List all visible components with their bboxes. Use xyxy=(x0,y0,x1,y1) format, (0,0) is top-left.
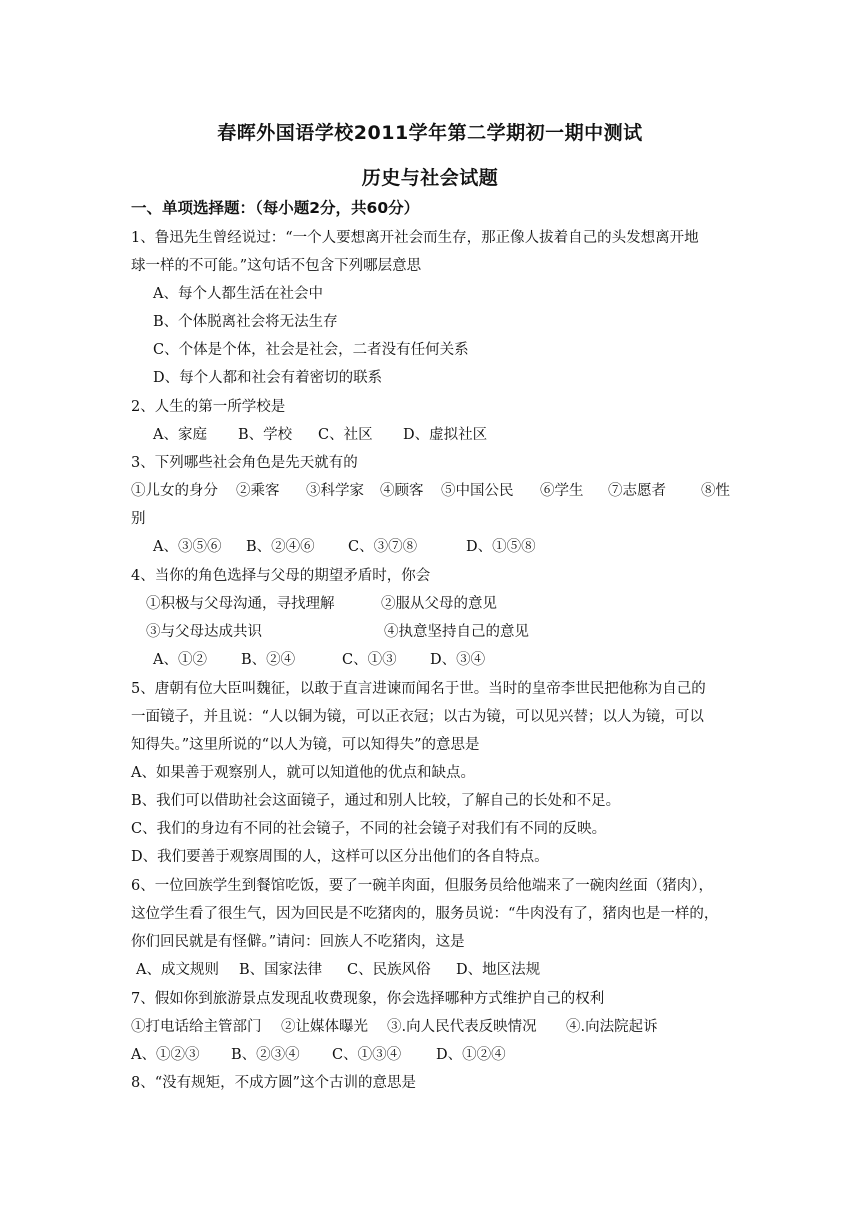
q5-stem-line1: 5、唐朝有位大臣叫魏征，以敢于直言进谏而闻名于世。当时的皇帝李世民把他称为自己的 xyxy=(131,681,706,697)
q7-item: ④.向法院起诉 xyxy=(566,1019,658,1035)
q3-option-d: D、①⑤⑧ xyxy=(466,539,536,555)
q4-stem: 4、当你的角色选择与父母的期望矛盾时，你会 xyxy=(131,568,431,584)
q1-stem-line2: 球一样的不可能。”这句话不包含下列哪层意思 xyxy=(131,258,422,274)
q2-stem: 2、人生的第一所学校是 xyxy=(131,399,286,415)
q6-option-c: C、民族风俗 xyxy=(347,962,431,978)
q7-option-c: C、①③④ xyxy=(332,1047,402,1063)
q8-stem: 8、“没有规矩，不成方圆”这个古训的意思是 xyxy=(131,1075,417,1091)
q7-option-d: D、①②④ xyxy=(436,1047,506,1063)
q3-item: ⑤中国公民 xyxy=(441,483,514,499)
q6-stem-line3: 你们回民就是有怪僻。”请问：回族人不吃猪肉，这是 xyxy=(131,934,465,950)
q7-item: ③.向人民代表反映情况 xyxy=(387,1019,537,1035)
q4-option-b: B、②④ xyxy=(241,652,296,668)
q3-item: ⑥学生 xyxy=(540,483,584,499)
q7-option-a: A、①②③ xyxy=(131,1047,200,1063)
q5-stem-line3: 知得失。”这里所说的“以人为镜，可以知得失”的意思是 xyxy=(131,737,480,753)
q3-option-a: A、③⑤⑥ xyxy=(153,539,222,555)
q1-stem-line1: 1、鲁迅先生曾经说过：“一个人要想离开社会而生存，那正像人拔着自己的头发想离开地 xyxy=(131,230,699,246)
q2-option-b: B、学校 xyxy=(238,427,293,443)
q7-option-b: B、②③④ xyxy=(231,1047,300,1063)
q5-option-c: C、我们的身边有不同的社会镜子，不同的社会镜子对我们有不同的反映。 xyxy=(131,821,607,837)
q4-option-d: D、③④ xyxy=(430,652,486,668)
q6-stem-line2: 这位学生看了很生气，因为回民是不吃猪肉的，服务员说：“牛肉没有了，猪肉也是一样的， xyxy=(131,906,719,922)
q2-option-d: D、虚拟社区 xyxy=(403,427,488,443)
q5-option-a: A、如果善于观察别人，就可以知道他的优点和缺点。 xyxy=(131,765,475,781)
q3-option-b: B、②④⑥ xyxy=(246,539,315,555)
q7-item: ②让媒体曝光 xyxy=(281,1019,368,1035)
q3-option-c: C、③⑦⑧ xyxy=(348,539,418,555)
q3-stem: 3、下列哪些社会角色是先天就有的 xyxy=(131,455,358,471)
q2-option-c: C、社区 xyxy=(318,427,373,443)
q4-item: ①积极与父母沟通，寻找理解 xyxy=(146,596,335,612)
q3-item-wrap: 别 xyxy=(131,511,146,527)
q5-option-d: D、我们要善于观察周围的人，这样可以区分出他们的各自特点。 xyxy=(131,849,549,865)
section-heading: 一、单项选择题：（每小题2分，共60分） xyxy=(131,199,420,217)
q4-option-a: A、①② xyxy=(153,652,207,668)
q3-item: ③科学家 xyxy=(306,483,364,499)
q4-item: ③与父母达成共识 xyxy=(146,624,262,640)
q6-option-b: B、国家法律 xyxy=(239,962,323,978)
q1-option-a: A、每个人都生活在社会中 xyxy=(153,286,323,302)
q4-item: ②服从父母的意见 xyxy=(381,596,497,612)
q3-item: ⑧性 xyxy=(701,483,730,499)
q1-option-b: B、个体脱离社会将无法生存 xyxy=(153,314,338,330)
q3-item: ④顾客 xyxy=(380,483,424,499)
q3-item: ①儿女的身分 xyxy=(131,483,218,499)
q5-option-b: B、我们可以借助社会这面镜子，通过和别人比较，了解自己的长处和不足。 xyxy=(131,793,621,809)
q3-item: ②乘客 xyxy=(236,483,280,499)
q4-option-c: C、①③ xyxy=(342,652,397,668)
q1-option-d: D、每个人都和社会有着密切的联系 xyxy=(153,370,383,386)
q7-stem: 7、假如你到旅游景点发现乱收费现象，你会选择哪种方式维护自己的权利 xyxy=(131,991,605,1007)
q6-option-d: D、地区法规 xyxy=(456,962,541,978)
q7-item: ①打电话给主管部门 xyxy=(131,1019,262,1035)
q2-option-a: A、家庭 xyxy=(153,427,207,443)
exam-subtitle: 历史与社会试题 xyxy=(361,167,499,189)
q4-item: ④执意坚持自己的意见 xyxy=(384,624,529,640)
q6-stem-line1: 6、一位回族学生到餐馆吃饭，要了一碗羊肉面，但服务员给他端来了一碗肉丝面（猪肉）， xyxy=(131,878,713,894)
q1-option-c: C、个体是个体，社会是社会，二者没有任何关系 xyxy=(153,342,469,358)
q3-item: ⑦志愿者 xyxy=(608,483,666,499)
q5-stem-line2: 一面镜子，并且说：“人以铜为镜，可以正衣冠；以古为镜，可以见兴替；以人为镜，可以 xyxy=(131,709,704,725)
exam-title: 春晖外国语学校2011学年第二学期初一期中测试 xyxy=(217,122,643,144)
q6-option-a: A、成文规则 xyxy=(136,962,219,978)
